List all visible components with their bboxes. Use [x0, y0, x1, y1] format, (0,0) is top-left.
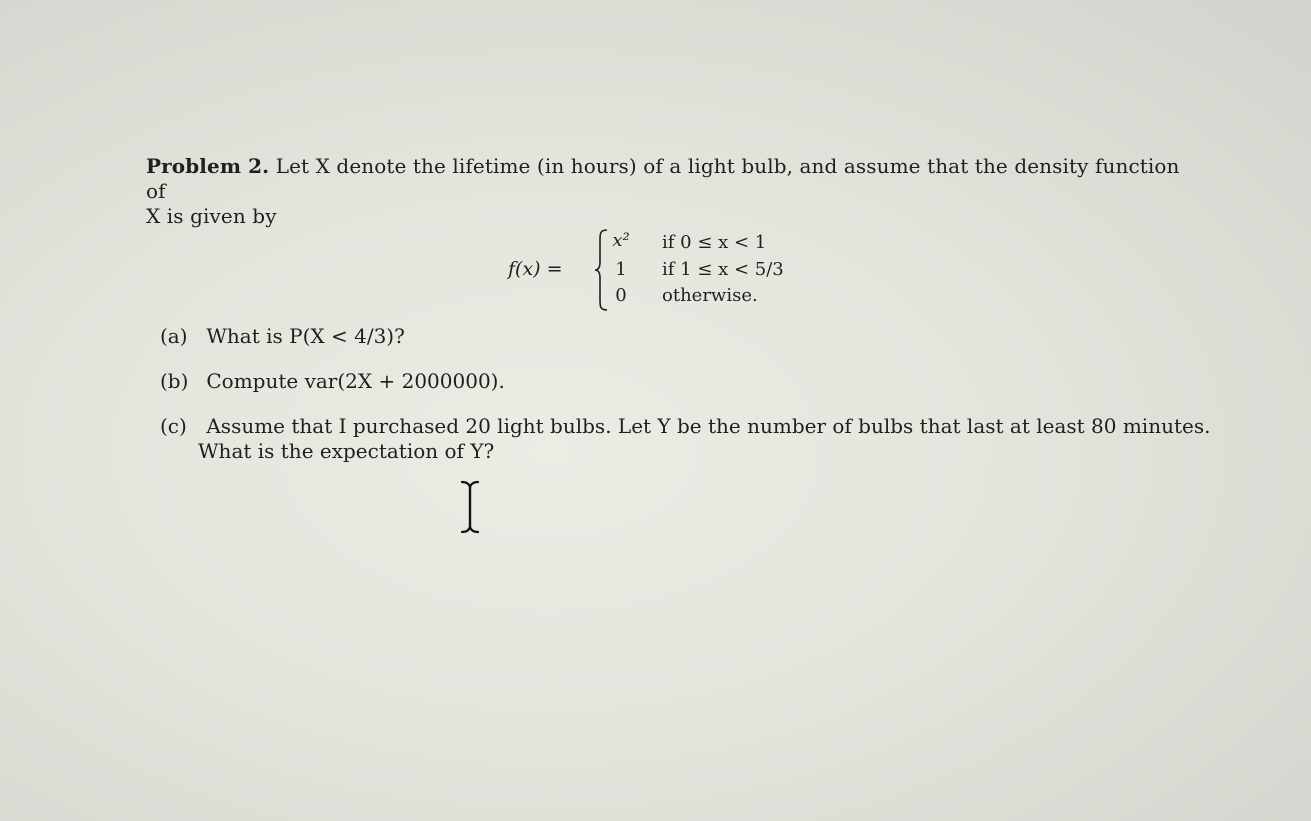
part-c-text-line1: Assume that I purchased 20 light bulbs. Let Y be the number of bulbs that last at least 80 minutes. [206, 414, 1211, 438]
part-b-label: (b) [160, 369, 189, 393]
problem-label: Problem 2. [146, 154, 270, 178]
text-cursor-icon [458, 479, 482, 535]
equation-lhs: f(x) = [508, 258, 563, 280]
part-a [160, 324, 405, 349]
part-c-text-line2: What is the expectation of Y? [198, 439, 495, 463]
problem-statement [146, 154, 1186, 229]
part-c [160, 414, 1210, 439]
part-a-label: (a) [160, 324, 188, 348]
case-condition-3: otherwise. [662, 285, 758, 306]
part-a-text: What is P(X < 4/3)? [206, 324, 405, 348]
problem-intro-line1: Let X denote the lifetime (in hours) of a light bulb, and assume that the density function of [146, 154, 1180, 203]
case-condition-1: if 0 ≤ x < 1 [662, 232, 767, 253]
case-condition-2: if 1 ≤ x < 5/3 [662, 259, 784, 280]
part-b-text: Compute var(2X + 2000000). [206, 369, 505, 393]
problem-intro-line2: X is given by [146, 204, 277, 228]
case-value-3: 0 [615, 285, 627, 306]
part-b [160, 369, 505, 394]
case-value-2: 1 [615, 259, 627, 280]
part-c-label: (c) [160, 414, 187, 438]
case-value-1: x² [612, 230, 630, 251]
